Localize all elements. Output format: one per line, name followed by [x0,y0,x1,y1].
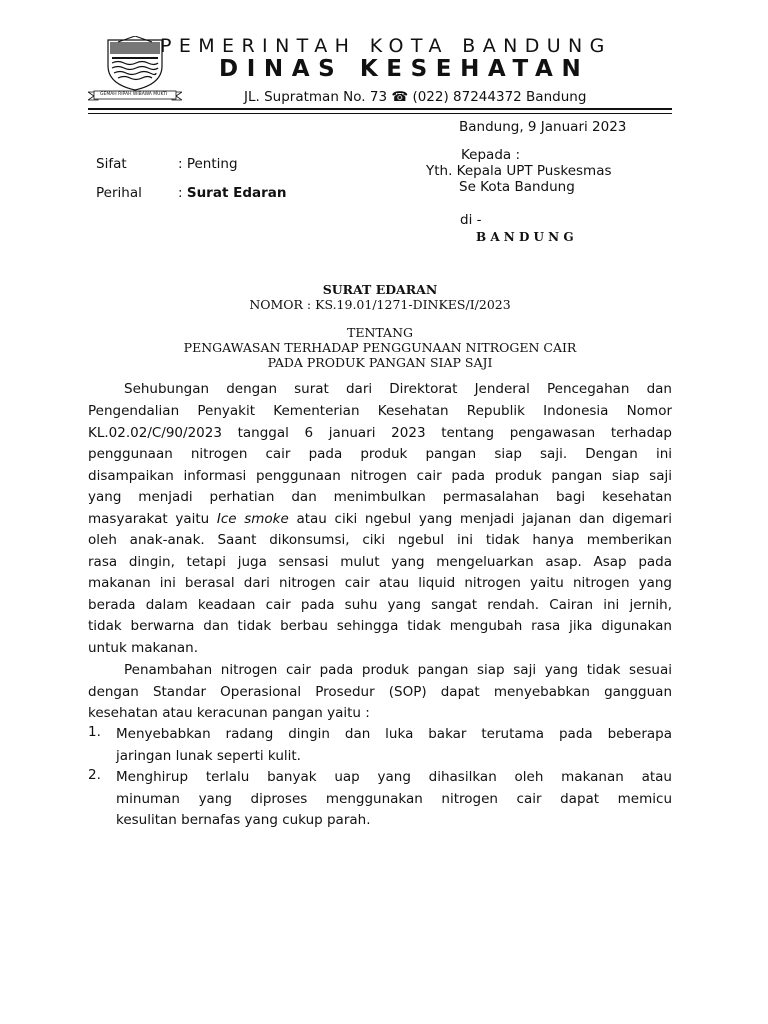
p1-line: makanan ini berasal dari nitrogen cair atau liquid nitrogen yaitu nitrogen yang [88,575,672,591]
list-line: Menyebabkan radang dingin dan luka bakar terutama pada beberapa [116,726,672,742]
recipient-yth: Yth. Kepala UPT Puskesmas [426,163,612,179]
p1-line7-start: masyarakat yaitu [88,511,217,527]
p2-line: dengan Standar Operasional Prosedur (SOP) dapat menyebabkan gangguan [88,684,672,700]
p1-line: penggunaan nitrogen cair pada produk pangan siap saji. Dengan ini [88,446,672,462]
sifat-value: : Penting [178,156,238,172]
letterhead-address: JL. Supratman No. 73 ☎ (022) 87244372 Bandung [244,89,587,105]
document-subject-line1: PENGAWASAN TERHADAP PENGGUNAAN NITROGEN CAIR [183,340,577,355]
p2-line: kesehatan atau keracunan pangan yaitu : [88,705,370,721]
perihal-colon: : [178,185,187,201]
p1-line-with-italic [88,509,672,531]
p1-line: oleh anak-anak. Saant dikonsumsi, ciki ngebul ini tidak hanya memberikan [88,532,672,548]
letterhead-rule-thick [88,108,672,110]
letterhead-agency: DINAS KESEHATAN [219,56,590,82]
list-number: 2. [88,767,101,783]
document-number: NOMOR : KS.19.01/1271-DINKES/I/2023 [249,297,511,312]
p1-italic-term: Ice smoke [216,511,289,527]
logo-motto: GEMAH RIPAH WIBAWA MUKTI [100,92,168,97]
p1-line: Pengendalian Penyakit Kementerian Kesehatan Republik Indonesia Nomor [88,403,672,419]
list-line: Menghirup terlalu banyak uap yang dihasilkan oleh makanan atau [116,769,672,785]
letterhead-government: PEMERINTAH KOTA BANDUNG [160,35,612,57]
perihal-label: Perihal [96,185,142,201]
p1-line: untuk makanan. [88,640,199,656]
p1-line: yang menjadi perhatian dan menimbulkan permasalahan bagi kesehatan [88,489,672,505]
p1-line: Sehubungan dengan surat dari Direktorat Jenderal Pencegahan dan [124,381,672,397]
recipient-di: di - [460,212,482,228]
p1-line: rasa dingin, tetapi juga sensasi mulut yang mengeluarkan asap. Asap pada [88,554,672,570]
letter-date: Bandung, 9 Januari 2023 [459,119,627,135]
list-line: jaringan lunak seperti kulit. [116,748,301,764]
p1-line: KL.02.02/C/90/2023 tanggal 6 januari 2023 tentang pengawasan terhadap [88,425,672,441]
list-line: minuman yang diproses menggunakan nitrogen cair dapat memicu [116,791,672,807]
letterhead-rule-thin [88,113,672,114]
list-number: 1. [88,724,101,740]
p1-line: disampaikan informasi penggunaan nitrogen cair pada produk pangan siap saji [88,468,672,484]
perihal-value-row [178,185,286,201]
perihal-value: Surat Edaran [186,185,287,201]
sifat-label: Sifat [96,156,127,172]
document-tentang: TENTANG [346,325,413,340]
list-line: kesulitan bernafas yang cukup parah. [116,812,371,828]
p1-line: tidak berwarna dan tidak berbau sehingga tidak mengubah rasa jika digunakan [88,618,672,634]
p1-line7-rest: atau ciki ngebul yang menjadi jajanan dan digemari [288,511,672,527]
recipient-kepada: Kepada : [461,147,521,163]
document-subject-line2: PADA PRODUK PANGAN SIAP SAJI [267,355,493,370]
document-heading: SURAT EDARAN [322,282,438,297]
p2-line: Penambahan nitrogen cair pada produk pangan siap saji yang tidak sesuai [124,662,672,678]
recipient-city: B A N D U N G [476,230,574,244]
recipient-line2: Se Kota Bandung [459,179,575,195]
p1-line: berada dalam keadaan cair pada suhu yang sangat rendah. Cairan ini jernih, [88,597,672,613]
